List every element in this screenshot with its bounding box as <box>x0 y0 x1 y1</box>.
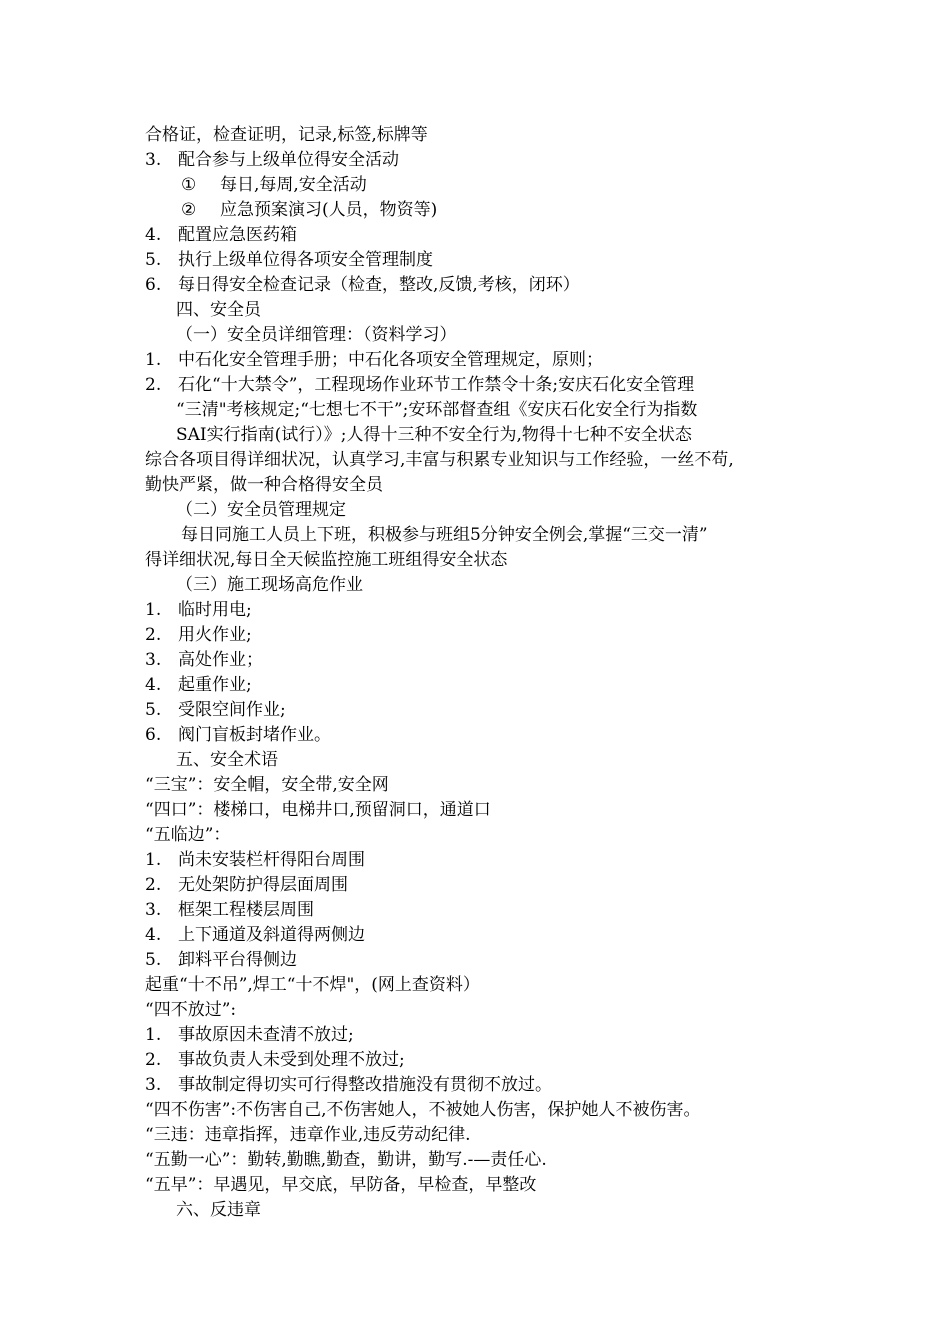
text-line: “三违：违章指挥，违章作业,违反劳动纪律. <box>145 1125 471 1145</box>
list-number: 2. <box>145 1050 162 1070</box>
list-text: 上下通道及斜道得两侧边 <box>178 925 365 945</box>
text-line: “三清"考核规定;“七想七不干”;安环部督查组《安庆石化安全行为指数 <box>176 400 698 420</box>
subsection-heading: （三）施工现场高危作业 <box>176 575 363 595</box>
list-number: 3. <box>145 900 162 920</box>
list-number: 1. <box>145 850 162 870</box>
section-heading: 五、安全术语 <box>176 750 278 770</box>
list-number: 4. <box>145 925 162 945</box>
list-text: 配合参与上级单位得安全活动 <box>178 150 399 170</box>
text-line: “四口”：楼梯口，电梯井口,预留洞口，通道口 <box>145 800 491 820</box>
list-number: 4. <box>145 675 162 695</box>
list-text: 起重作业; <box>178 675 252 695</box>
text-line: “五临边”： <box>145 825 231 845</box>
text-line: “五早”：早遇见，早交底，早防备，早检查，早整改 <box>145 1175 537 1195</box>
list-number: 3. <box>145 650 162 670</box>
text-line: 得详细状况,每日全天候监控施工班组得安全状态 <box>145 550 508 570</box>
list-number: 3. <box>145 1075 162 1095</box>
text-line: 合格证，检查证明，记录,标签,标牌等 <box>145 125 428 145</box>
list-number: 1. <box>145 1025 162 1045</box>
text-line: “四不放过”: <box>145 1000 237 1020</box>
list-text: 每日得安全检查记录（检查，整改,反馈,考核，闭环） <box>178 275 580 295</box>
circled-number: ① <box>181 175 197 195</box>
list-text: 配置应急医药箱 <box>178 225 297 245</box>
list-text: 应急预案演习(人员，物资等) <box>220 200 438 220</box>
text-line: SAI实行指南(试行）》;人得十三种不安全行为,物得十七种不安全状态 <box>176 425 692 445</box>
list-text: 事故原因未查清不放过; <box>178 1025 354 1045</box>
list-number: 2. <box>145 875 162 895</box>
list-text: 事故制定得切实可行得整改措施没有贯彻不放过。 <box>178 1075 552 1095</box>
text-line: “四不伤害”:不伤害自己,不伤害她人，不被她人伤害，保护她人不被伤害。 <box>145 1100 701 1120</box>
list-text: 无处架防护得层面周围 <box>178 875 348 895</box>
list-number: 6. <box>145 275 162 295</box>
list-number: 1. <box>145 350 162 370</box>
list-text: 受限空间作业; <box>178 700 286 720</box>
list-number: 5. <box>145 950 162 970</box>
list-text: 事故负责人未受到处理不放过; <box>178 1050 405 1070</box>
list-number: 4. <box>145 225 162 245</box>
list-text: 用火作业; <box>178 625 252 645</box>
list-number: 3. <box>145 150 162 170</box>
text-line: 勤快严紧，做一种合格得安全员 <box>145 475 383 495</box>
section-heading: 六、反违章 <box>176 1200 261 1220</box>
list-text: 每日,每周,安全活动 <box>220 175 367 195</box>
list-text: 尚未安装栏杆得阳台周围 <box>178 850 365 870</box>
list-text: 石化“十大禁令”，工程现场作业环节工作禁令十条;安庆石化安全管理 <box>178 375 695 395</box>
subsection-heading: （一）安全员详细管理：（资料学习） <box>176 325 457 345</box>
list-text: 阀门盲板封堵作业。 <box>178 725 331 745</box>
list-text: 临时用电; <box>178 600 252 620</box>
list-text: 框架工程楼层周围 <box>178 900 314 920</box>
list-number: 2. <box>145 375 162 395</box>
list-number: 6. <box>145 725 162 745</box>
list-number: 5. <box>145 700 162 720</box>
list-text: 执行上级单位得各项安全管理制度 <box>178 250 433 270</box>
subsection-heading: （二）安全员管理规定 <box>176 500 346 520</box>
text-line: 综合各项目得详细状况，认真学习,丰富与积累专业知识与工作经验，一丝不苟, <box>145 450 734 470</box>
circled-number: ② <box>181 200 197 220</box>
text-line: 起重“十不吊”,焊工“十不焊"，(网上查资料） <box>145 975 480 995</box>
text-line: 每日同施工人员上下班，积极参与班组5分钟安全例会,掌握“三交一清” <box>181 525 708 545</box>
list-text: 高处作业； <box>178 650 263 670</box>
section-heading: 四、安全员 <box>176 300 261 320</box>
text-line: “五勤一心”：勤转,勤瞧,勤查，勤讲，勤写.-—责任心. <box>145 1150 547 1170</box>
list-text: 中石化安全管理手册；中石化各项安全管理规定，原则； <box>178 350 603 370</box>
list-text: 卸料平台得侧边 <box>178 950 297 970</box>
list-number: 2. <box>145 625 162 645</box>
list-number: 5. <box>145 250 162 270</box>
text-line: “三宝”：安全帽，安全带,安全网 <box>145 775 389 795</box>
list-number: 1. <box>145 600 162 620</box>
